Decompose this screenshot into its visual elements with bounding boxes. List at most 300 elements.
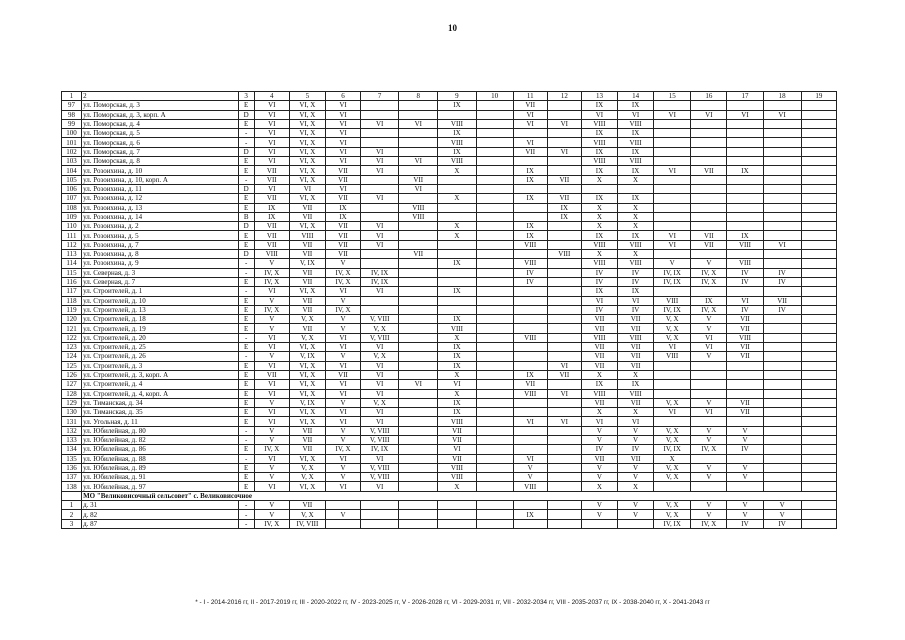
- table-cell: V, VIII: [361, 333, 399, 342]
- table-cell: IX: [618, 194, 654, 203]
- table-cell: VI: [325, 101, 360, 110]
- table-cell: VI, X: [289, 147, 325, 156]
- table-cell: X: [438, 231, 476, 240]
- table-cell: VII: [727, 408, 763, 417]
- table-cell: VI: [513, 110, 547, 119]
- table-cell: [691, 157, 727, 166]
- table-cell: [763, 408, 801, 417]
- footnote: * - I - 2014-2016 гг, II - 2017-2019 гг, III - 2020-2022 гг, IV - 2023-2025 гг, V - 2026-2028 гг, VI - 2029-2031 гг, VII - 2032-2034 гг, VIII - 2035-2037 гг, IX - 2038-2040 гг, X - 2041-2043 гг: [195, 599, 710, 606]
- table-cell: [727, 147, 763, 156]
- table-cell: IX: [618, 380, 654, 389]
- table-cell: VI: [691, 333, 727, 342]
- table-cell: VIII: [581, 157, 617, 166]
- table-cell: [476, 259, 513, 268]
- table-cell: [763, 119, 801, 128]
- table-cell: V: [325, 426, 360, 435]
- table-cell: [476, 473, 513, 482]
- table-cell: VI: [254, 454, 289, 463]
- table-cell: [476, 203, 513, 212]
- table-cell: [547, 166, 581, 175]
- table-cell: VII: [289, 501, 325, 510]
- table-row: [62, 222, 837, 231]
- table-cell: [763, 222, 801, 231]
- address-cell: ул. Розоихина, д. 11: [82, 184, 239, 193]
- table-cell: [399, 482, 438, 491]
- table-cell: [763, 129, 801, 138]
- table-cell: IX: [513, 166, 547, 175]
- table-cell: [763, 287, 801, 296]
- table-cell: V: [691, 324, 727, 333]
- table-cell: [654, 482, 691, 491]
- table-cell: VI: [254, 101, 289, 110]
- table-cell: IX: [581, 194, 617, 203]
- table-cell: 1: [62, 92, 82, 101]
- table-cell: VI, X: [289, 129, 325, 138]
- table-cell: [763, 473, 801, 482]
- table-cell: VIII: [513, 482, 547, 491]
- table-row: [62, 389, 837, 398]
- table-cell: IV: [763, 519, 801, 528]
- table-cell: IV: [727, 445, 763, 454]
- table-cell: E: [238, 157, 254, 166]
- table-cell: IX: [513, 370, 547, 379]
- table-cell: [763, 398, 801, 407]
- table-cell: VI, X: [289, 175, 325, 184]
- table-row: [62, 147, 837, 156]
- table-cell: [763, 138, 801, 147]
- table-cell: VII: [618, 343, 654, 352]
- table-cell: [801, 203, 836, 212]
- table-cell: [476, 454, 513, 463]
- address-cell: ул. Строителей, д. 26: [82, 352, 239, 361]
- table-cell: VI: [361, 482, 399, 491]
- table-cell: V: [581, 510, 617, 519]
- table-cell: IV: [727, 268, 763, 277]
- table-row: [62, 110, 837, 119]
- table-cell: VII: [727, 324, 763, 333]
- table-cell: [513, 435, 547, 444]
- table-cell: VII: [438, 454, 476, 463]
- table-cell: 135: [62, 454, 82, 463]
- table-cell: [399, 324, 438, 333]
- table-cell: VII: [581, 343, 617, 352]
- table-cell: X: [581, 212, 617, 221]
- table-cell: VIII: [399, 203, 438, 212]
- table-cell: 137: [62, 473, 82, 482]
- table-cell: E: [238, 231, 254, 240]
- table-cell: VII: [618, 361, 654, 370]
- table-cell: VIII: [513, 259, 547, 268]
- table-cell: VII: [438, 435, 476, 444]
- table-cell: 119: [62, 305, 82, 314]
- table-cell: VII: [618, 454, 654, 463]
- address-cell: ул. Розоихина, д. 5: [82, 231, 239, 240]
- table-cell: [547, 157, 581, 166]
- table-cell: VI: [254, 184, 289, 193]
- table-cell: [691, 370, 727, 379]
- table-cell: VI, X: [289, 222, 325, 231]
- table-cell: IX: [581, 380, 617, 389]
- table-cell: VI: [618, 296, 654, 305]
- table-cell: 12: [547, 92, 581, 101]
- table-cell: IV, X: [254, 277, 289, 286]
- table-cell: VIII: [581, 240, 617, 249]
- table-cell: [476, 370, 513, 379]
- table-cell: VIII: [399, 212, 438, 221]
- address-cell: ул. Розоихина, д. 10, корп. А: [82, 175, 239, 184]
- table-cell: [513, 315, 547, 324]
- table-cell: VI, X: [289, 166, 325, 175]
- table-cell: IX: [691, 296, 727, 305]
- schedule-table: [61, 91, 837, 529]
- table-cell: VII: [254, 194, 289, 203]
- table-cell: [801, 398, 836, 407]
- table-cell: 103: [62, 157, 82, 166]
- table-cell: VI: [654, 231, 691, 240]
- table-cell: IX: [618, 101, 654, 110]
- table-cell: [547, 324, 581, 333]
- table-cell: [399, 110, 438, 119]
- table-cell: X: [581, 222, 617, 231]
- table-cell: E: [238, 389, 254, 398]
- table-cell: VIII: [618, 333, 654, 342]
- table-cell: [438, 268, 476, 277]
- table-cell: [476, 343, 513, 352]
- table-cell: VI, X: [289, 101, 325, 110]
- table-cell: VI, X: [289, 157, 325, 166]
- table-cell: [547, 333, 581, 342]
- table-cell: VIII: [581, 333, 617, 342]
- table-cell: [476, 305, 513, 314]
- table-cell: VI, X: [289, 343, 325, 352]
- table-cell: [476, 231, 513, 240]
- table-cell: VIII: [618, 240, 654, 249]
- table-cell: VII: [254, 166, 289, 175]
- table-cell: [399, 287, 438, 296]
- table-cell: 105: [62, 175, 82, 184]
- table-cell: 132: [62, 426, 82, 435]
- table-cell: [654, 138, 691, 147]
- table-cell: [513, 343, 547, 352]
- table-cell: VIII: [438, 417, 476, 426]
- table-cell: E: [238, 482, 254, 491]
- table-cell: [361, 305, 399, 314]
- table-cell: [476, 398, 513, 407]
- table-cell: IV, X: [325, 268, 360, 277]
- table-cell: [691, 212, 727, 221]
- table-cell: 123: [62, 343, 82, 352]
- table-cell: D: [238, 250, 254, 259]
- table-cell: [801, 389, 836, 398]
- table-cell: 97: [62, 101, 82, 110]
- table-cell: V, X: [654, 333, 691, 342]
- table-cell: IV, X: [691, 277, 727, 286]
- table-cell: [763, 463, 801, 472]
- table-cell: VI: [254, 408, 289, 417]
- table-cell: VII: [727, 343, 763, 352]
- table-cell: VII: [325, 250, 360, 259]
- table-cell: VIII: [727, 259, 763, 268]
- table-cell: [801, 157, 836, 166]
- table-cell: VI: [513, 138, 547, 147]
- table-row: [62, 231, 837, 240]
- table-cell: 115: [62, 268, 82, 277]
- table-cell: [691, 194, 727, 203]
- table-cell: V: [581, 435, 617, 444]
- table-row: [62, 361, 837, 370]
- table-cell: V: [254, 324, 289, 333]
- table-cell: [801, 175, 836, 184]
- table-cell: [654, 417, 691, 426]
- table-cell: [399, 268, 438, 277]
- table-cell: [691, 203, 727, 212]
- table-cell: VII: [763, 296, 801, 305]
- address-cell: ул. Поморская, д. 8: [82, 157, 239, 166]
- table-cell: [654, 147, 691, 156]
- table-cell: [801, 138, 836, 147]
- address-cell: ул. Строителей, д. 1: [82, 287, 239, 296]
- table-cell: IX: [513, 222, 547, 231]
- table-cell: [547, 231, 581, 240]
- table-cell: VII: [325, 166, 360, 175]
- table-cell: [801, 519, 836, 528]
- table-cell: V, X: [289, 315, 325, 324]
- table-cell: [476, 380, 513, 389]
- table-cell: VIII: [547, 250, 581, 259]
- table-cell: VIII: [618, 389, 654, 398]
- address-cell: ул. Розоихина, д. 9: [82, 259, 239, 268]
- table-cell: [581, 519, 617, 528]
- table-cell: [691, 482, 727, 491]
- table-cell: V: [654, 259, 691, 268]
- table-cell: D: [238, 110, 254, 119]
- table-cell: 3: [62, 519, 82, 528]
- address-cell: ул. Поморская, д. 4: [82, 119, 239, 128]
- table-cell: V: [763, 510, 801, 519]
- table-cell: [547, 408, 581, 417]
- table-cell: [801, 352, 836, 361]
- table-cell: V: [325, 510, 360, 519]
- table-cell: 7: [361, 92, 399, 101]
- table-cell: [654, 250, 691, 259]
- table-cell: IX: [438, 408, 476, 417]
- table-cell: [399, 315, 438, 324]
- table-cell: 9: [438, 92, 476, 101]
- table-cell: X: [654, 454, 691, 463]
- table-cell: [547, 435, 581, 444]
- table-cell: [763, 203, 801, 212]
- table-cell: [513, 157, 547, 166]
- table-cell: [547, 222, 581, 231]
- table-cell: E: [238, 324, 254, 333]
- table-row: [62, 380, 837, 389]
- table-cell: [691, 138, 727, 147]
- table-cell: VIII: [438, 463, 476, 472]
- table-cell: [399, 417, 438, 426]
- table-cell: VI: [325, 417, 360, 426]
- table-cell: V: [254, 426, 289, 435]
- table-cell: X: [438, 370, 476, 379]
- table-cell: V: [254, 473, 289, 482]
- table-cell: VI: [361, 194, 399, 203]
- table-cell: V, X: [654, 435, 691, 444]
- table-row: [62, 343, 837, 352]
- table-cell: 1: [62, 501, 82, 510]
- table-cell: [801, 212, 836, 221]
- address-cell: ул. Юбилейная, д. 86: [82, 445, 239, 454]
- table-cell: IX: [438, 398, 476, 407]
- table-cell: 19: [801, 92, 836, 101]
- table-cell: [618, 519, 654, 528]
- table-row: [62, 408, 837, 417]
- table-cell: [763, 361, 801, 370]
- table-cell: X: [438, 333, 476, 342]
- table-cell: [727, 454, 763, 463]
- table-cell: V: [325, 398, 360, 407]
- table-cell: VI: [361, 222, 399, 231]
- table-cell: 129: [62, 398, 82, 407]
- table-cell: [801, 222, 836, 231]
- table-cell: 120: [62, 315, 82, 324]
- table-cell: [476, 519, 513, 528]
- table-cell: [399, 240, 438, 249]
- table-cell: [547, 352, 581, 361]
- table-cell: V: [254, 259, 289, 268]
- table-cell: [399, 389, 438, 398]
- table-cell: 110: [62, 222, 82, 231]
- table-cell: VIII: [438, 138, 476, 147]
- table-cell: VIII: [654, 296, 691, 305]
- table-cell: [513, 296, 547, 305]
- table-cell: VII: [581, 315, 617, 324]
- address-cell: ул. Розоихина, д. 10: [82, 166, 239, 175]
- table-row: [62, 463, 837, 472]
- table-cell: 113: [62, 250, 82, 259]
- table-cell: VII: [289, 250, 325, 259]
- table-cell: VII: [581, 324, 617, 333]
- table-cell: 14: [618, 92, 654, 101]
- table-cell: 122: [62, 333, 82, 342]
- table-cell: [476, 101, 513, 110]
- address-cell: ул. Юбилейная, д. 97: [82, 482, 239, 491]
- table-cell: [438, 212, 476, 221]
- table-cell: VII: [399, 250, 438, 259]
- table-cell: V, VIII: [361, 463, 399, 472]
- table-cell: IX: [581, 231, 617, 240]
- table-row: [62, 259, 837, 268]
- table-cell: [476, 129, 513, 138]
- address-cell: 2: [82, 92, 239, 101]
- table-cell: X: [581, 370, 617, 379]
- table-cell: X: [618, 408, 654, 417]
- table-cell: [361, 203, 399, 212]
- table-cell: X: [581, 250, 617, 259]
- table-cell: [399, 426, 438, 435]
- table-cell: 4: [254, 92, 289, 101]
- table-cell: 134: [62, 445, 82, 454]
- table-cell: VIII: [513, 240, 547, 249]
- table-cell: VI: [325, 333, 360, 342]
- address-cell: ул. Северная, д. 3: [82, 268, 239, 277]
- table-cell: IV, X: [325, 277, 360, 286]
- table-cell: E: [238, 361, 254, 370]
- table-cell: [727, 380, 763, 389]
- table-cell: [691, 119, 727, 128]
- table-cell: IX: [438, 361, 476, 370]
- table-cell: V: [254, 501, 289, 510]
- table-cell: [801, 361, 836, 370]
- table-cell: VI: [325, 389, 360, 398]
- table-cell: VI: [361, 343, 399, 352]
- table-cell: IX: [581, 101, 617, 110]
- table-cell: [727, 101, 763, 110]
- table-cell: [547, 184, 581, 193]
- table-cell: VI: [763, 110, 801, 119]
- address-cell: ул. Строителей, д. 10: [82, 296, 239, 305]
- table-cell: [325, 519, 360, 528]
- table-cell: IX: [438, 315, 476, 324]
- table-cell: [399, 454, 438, 463]
- table-cell: [476, 240, 513, 249]
- table-cell: X: [618, 203, 654, 212]
- table-cell: E: [238, 370, 254, 379]
- table-cell: E: [238, 398, 254, 407]
- table-cell: 102: [62, 147, 82, 156]
- table-cell: VI, X: [289, 380, 325, 389]
- table-cell: V, VIII: [361, 315, 399, 324]
- table-cell: [361, 296, 399, 305]
- table-cell: IX: [618, 129, 654, 138]
- table-cell: 126: [62, 370, 82, 379]
- table-cell: [476, 482, 513, 491]
- table-cell: 106: [62, 184, 82, 193]
- table-cell: VI, X: [289, 110, 325, 119]
- table-cell: VI: [399, 157, 438, 166]
- table-cell: VI: [361, 361, 399, 370]
- table-cell: IV, X: [691, 519, 727, 528]
- table-cell: 138: [62, 482, 82, 491]
- table-cell: VII: [581, 352, 617, 361]
- table-cell: [727, 361, 763, 370]
- table-cell: V: [691, 352, 727, 361]
- table-cell: IV: [618, 305, 654, 314]
- table-cell: -: [238, 259, 254, 268]
- table-cell: [438, 175, 476, 184]
- table-cell: VI: [325, 343, 360, 352]
- table-cell: IX: [438, 147, 476, 156]
- table-cell: [654, 287, 691, 296]
- table-row: [62, 510, 837, 519]
- table-cell: V: [254, 510, 289, 519]
- table-row: [62, 370, 837, 379]
- table-cell: -: [238, 426, 254, 435]
- table-row: [62, 166, 837, 175]
- table-cell: [801, 333, 836, 342]
- table-cell: [691, 454, 727, 463]
- table-cell: VI, X: [289, 370, 325, 379]
- table-cell: [361, 510, 399, 519]
- table-cell: [801, 259, 836, 268]
- table-cell: [763, 389, 801, 398]
- table-cell: [361, 519, 399, 528]
- table-cell: [476, 435, 513, 444]
- table-cell: E: [238, 445, 254, 454]
- table-cell: VII: [325, 370, 360, 379]
- table-cell: VIII: [727, 240, 763, 249]
- table-cell: VII: [289, 240, 325, 249]
- table-cell: [399, 166, 438, 175]
- table-cell: IV, IX: [654, 445, 691, 454]
